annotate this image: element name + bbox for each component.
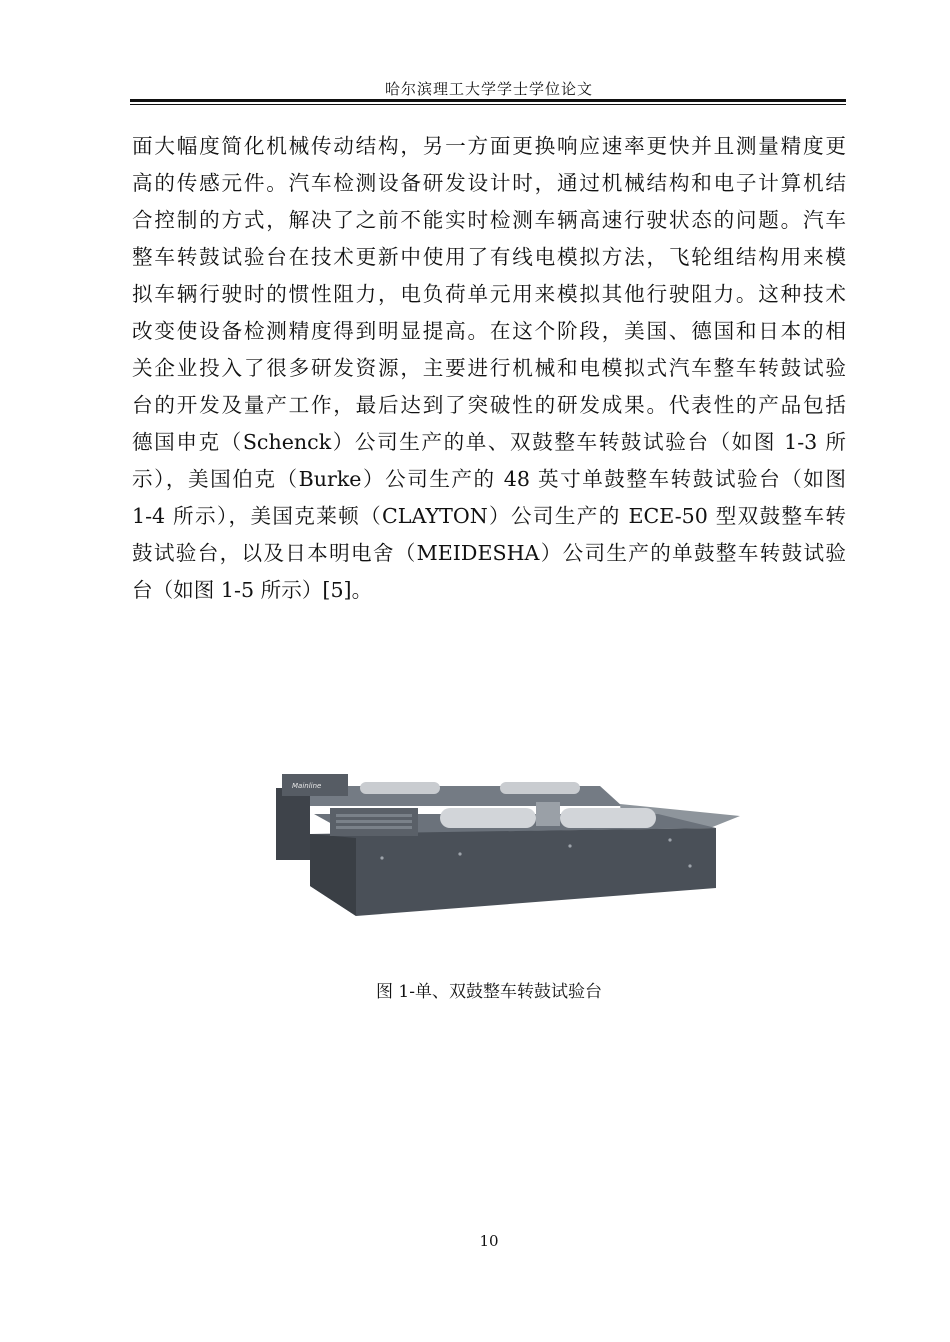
header-rule-thick <box>130 99 846 102</box>
front-roller-left <box>440 808 536 828</box>
text-line: 台的开发及量产工作，最后达到了突破性的研发成果。代表性的产品包括 <box>132 393 846 417</box>
text-line: 面大幅度简化机械传动结构，另一方面更换响应速率更快并且测量精度更 <box>132 134 846 158</box>
text-line: 示），美国伯克（Burke）公司生产的 48 英寸单鼓整车转鼓试验台（如图 <box>132 467 846 491</box>
text-line: 合控制的方式，解决了之前不能实时检测车辆高速行驶状态的问题。汽车 <box>132 208 846 232</box>
back-unit-side <box>276 788 310 860</box>
header-rule-thin <box>130 104 846 105</box>
text-line: 改变使设备检测精度得到明显提高。在这个阶段，美国、德国和日本的相 <box>132 319 846 343</box>
bolt <box>380 856 383 859</box>
logo-text: Mainline <box>292 782 322 790</box>
text-line: 台（如图 1-5 所示）[5]。 <box>132 578 373 602</box>
control-vent <box>336 814 412 817</box>
figure-caption: 图 1-单、双鼓整车转鼓试验台 <box>376 982 602 1002</box>
body-paragraph <box>132 128 846 609</box>
running-header: 哈尔滨理工大学学士学位论文 <box>384 80 593 98</box>
text-line: 整车转鼓试验台在技术更新中使用了有线电模拟方法，飞轮组结构用来模 <box>132 245 846 269</box>
bolt <box>668 838 671 841</box>
text-line: 1-4 所示），美国克莱顿（CLAYTON）公司生产的 ECE-50 型双鼓整车转 <box>132 504 846 528</box>
text-line: 高的传感元件。汽车检测设备研发设计时，通过机械结构和电子计算机结 <box>132 171 846 195</box>
bolt <box>688 864 691 867</box>
bolt <box>568 844 571 847</box>
control-vent <box>336 820 412 823</box>
center-plate <box>536 802 560 826</box>
front-unit-body <box>310 828 716 916</box>
front-roller-right <box>560 808 656 828</box>
back-roller-right <box>500 782 580 794</box>
front-unit-shadow <box>310 834 356 916</box>
text-line: 德国申克（Schenck）公司生产的单、双鼓整车转鼓试验台（如图 1-3 所 <box>132 430 846 454</box>
control-vent <box>336 826 412 829</box>
bolt <box>458 852 461 855</box>
text-line: 关企业投入了很多研发资源，主要进行机械和电模拟式汽车整车转鼓试验 <box>132 356 846 380</box>
dynamometer-figure <box>270 768 740 920</box>
text-line: 拟车辆行驶时的惯性阻力，电负荷单元用来模拟其他行驶阻力。这种技术 <box>132 282 846 306</box>
text-line: 鼓试验台，以及日本明电舍（MEIDESHA）公司生产的单鼓整车转鼓试验 <box>132 541 846 565</box>
page-number: 10 <box>479 1232 499 1250</box>
back-roller-left <box>360 782 440 794</box>
